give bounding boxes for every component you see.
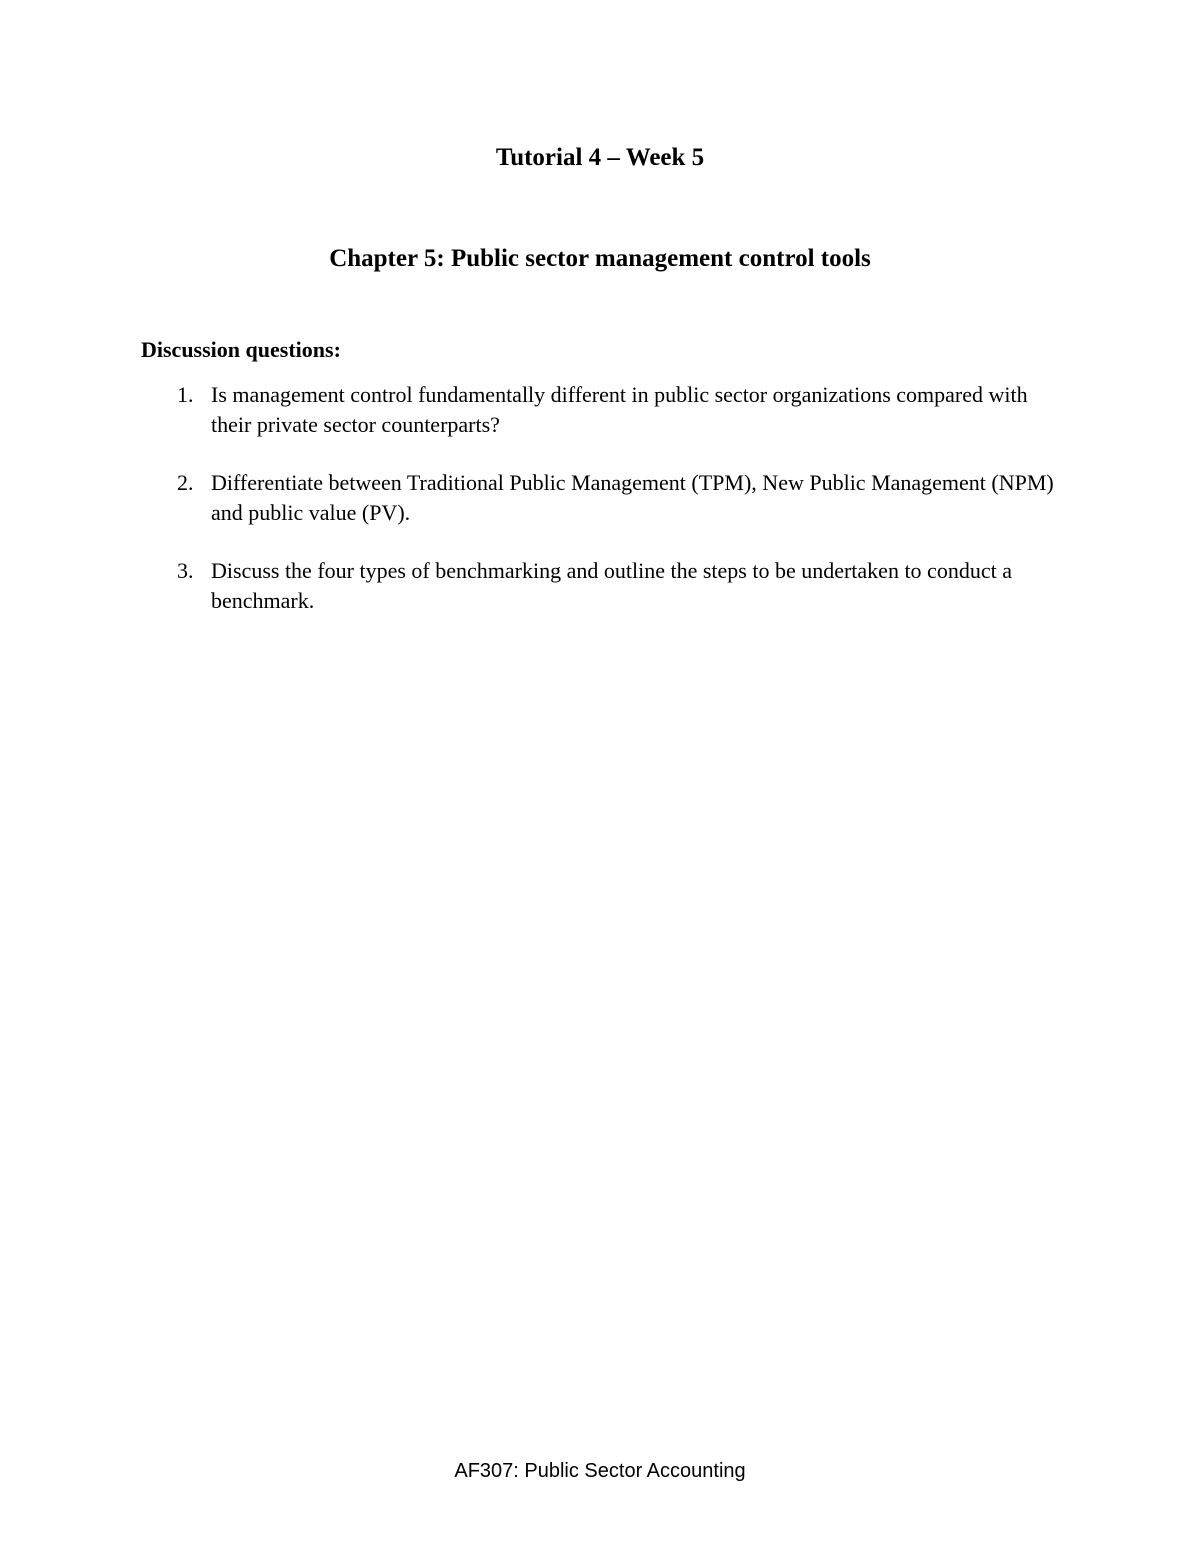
question-item-1 <box>141 380 1071 440</box>
question-number-2: 2. <box>177 470 194 495</box>
page-title: Tutorial 4 – Week 5 <box>495 144 705 171</box>
question-number-1: 1. <box>177 382 194 407</box>
question-item-3 <box>141 556 1071 616</box>
question-number-3: 3. <box>177 558 194 583</box>
question-text-3: Discuss the four types of benchmarking and outline the steps to be undertaken to conduct a benchmark. <box>211 558 1012 613</box>
discussion-question-list <box>141 380 1071 644</box>
discussion-questions-heading: Discussion questions: <box>141 337 341 362</box>
question-text-1: Is management control fundamentally different in public sector organizations compared with their private sector counterparts? <box>211 382 1028 437</box>
question-item-2 <box>141 468 1071 528</box>
question-text-2: Differentiate between Traditional Public Management (TPM), New Public Management (NPM) and public value (PV). <box>211 470 1054 525</box>
page-footer: AF307: Public Sector Accounting <box>454 1460 746 1482</box>
chapter-heading: Chapter 5: Public sector management control tools <box>329 245 871 272</box>
